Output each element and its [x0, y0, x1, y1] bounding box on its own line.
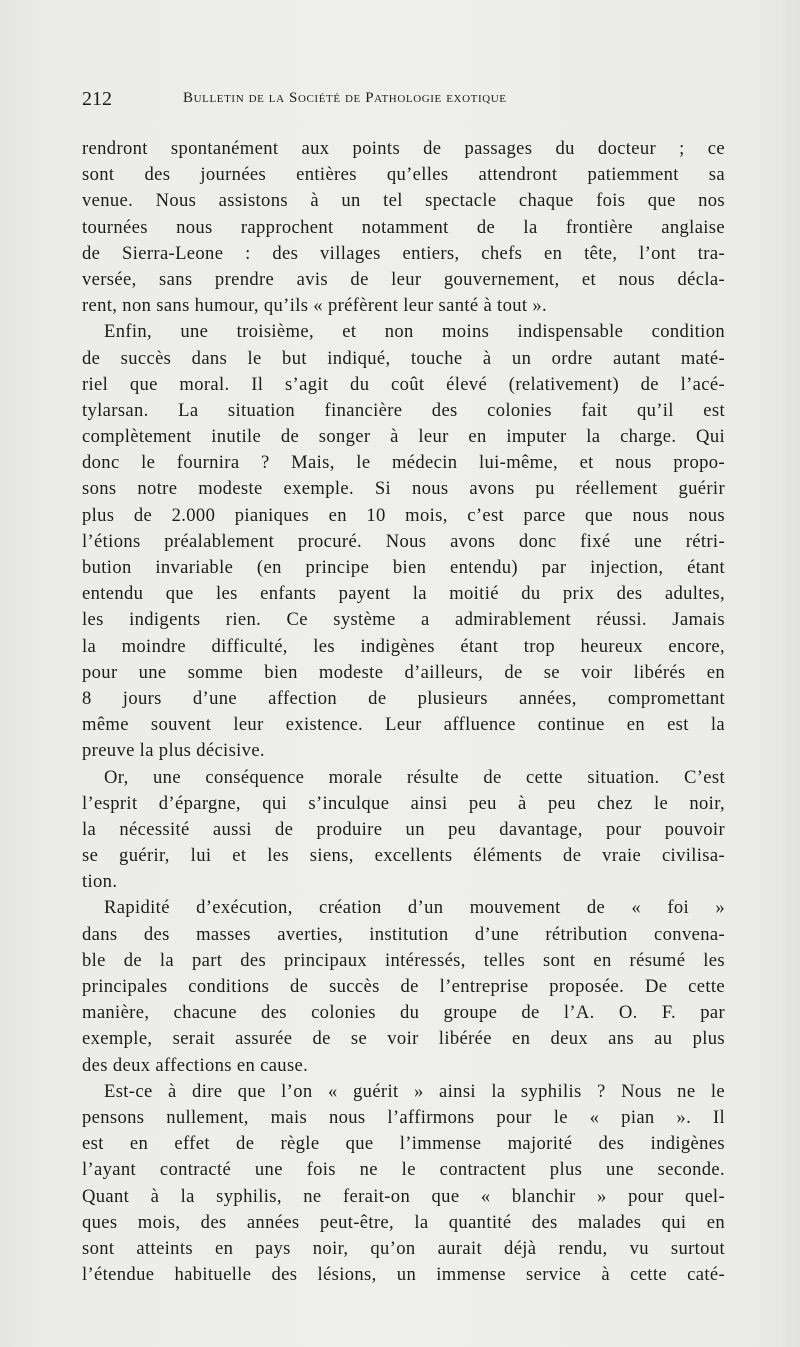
text-line: plus de 2.000 pianiques en 10 mois, c’est parce que nous nous — [82, 504, 725, 526]
text-line: ques mois, des années peut-être, la quantité des malades qui en — [82, 1211, 725, 1233]
text-line: Est-ce à dire que l’on « guérit » ainsi la syphilis ? Nous ne le — [104, 1080, 725, 1102]
page-number: 212 — [82, 88, 112, 110]
text-line: principales conditions de succès de l’entreprise proposée. De cette — [82, 976, 725, 997]
text-line: versée, sans prendre avis de leur gouvernement, et nous décla- — [82, 268, 725, 290]
text-line: la moindre difficulté, les indigènes étant trop heureux encore, — [82, 635, 725, 657]
text-line: sons notre modeste exemple. Si nous avons pu réellement guérir — [82, 478, 725, 500]
text-line: riel que moral. Il s’agit du coût élevé (relativement) de l’acé- — [82, 373, 725, 395]
text-line: Or, une conséquence morale résulte de cette situation. C’est — [104, 766, 725, 788]
text-line: dans des masses averties, institution d’une rétribution convena- — [82, 923, 725, 945]
text-line: sont atteints en pays noir, qu’on aurait déjà rendu, vu surtout — [82, 1237, 725, 1259]
text-line: la nécessité aussi de produire un peu davantage, pour pouvoir — [82, 818, 725, 840]
text-line: l’ayant contracté une fois ne le contractent plus une seconde. — [82, 1159, 725, 1181]
text-line: Rapidité d’exécution, création d’un mouvement de « foi » — [104, 897, 725, 919]
text-line: venue. Nous assistons à un tel spectacle chaque fois que nos — [82, 190, 725, 212]
text-line: exemple, serait assurée de se voir libérée en deux ans au plus — [82, 1028, 725, 1050]
running-head: Bulletin de la Société de Pathologie exotique — [183, 90, 507, 106]
text-line: donc le fournira ? Mais, le médecin lui-même, et nous propo- — [82, 452, 725, 474]
text-line: 8 jours d’une affection de plusieurs années, compromettant — [82, 687, 725, 709]
text-line: pensons nullement, mais nous l’affirmons pour le « pian ». Il — [82, 1106, 725, 1128]
text-line: complètement inutile de songer à leur en imputer la charge. Qui — [82, 426, 725, 448]
text-line: des deux affections en cause. — [82, 1054, 309, 1076]
text-line: preuve la plus décisive. — [82, 740, 265, 762]
text-line: pour une somme bien modeste d’ailleurs, de se voir libérés en — [82, 661, 725, 683]
text-line: bution invariable (en principe bien entendu) par injection, étant — [82, 557, 725, 578]
text-line: Quant à la syphilis, ne ferait-on que « blanchir » pour quel- — [82, 1185, 725, 1207]
text-line: tournées nous rapprochent notamment de la frontière anglaise — [82, 216, 725, 238]
text-line: est en effet de règle que l’immense majorité des indigènes — [82, 1133, 725, 1155]
text-line: de Sierra-Leone : des villages entiers, chefs en tête, l’ont tra- — [82, 242, 725, 264]
text-line: l’esprit d’épargne, qui s’inculque ainsi peu à peu chez le noir, — [82, 792, 725, 814]
text-line: les indigents rien. Ce système a admirablement réussi. Jamais — [82, 609, 725, 631]
text-line: rendront spontanément aux points de passages du docteur ; ce — [82, 138, 725, 159]
text-line: Enfin, une troisième, et non moins indispensable condition — [104, 321, 725, 343]
text-line: l’étendue habituelle des lésions, un immense service à cette caté- — [82, 1264, 725, 1286]
text-line: entendu que les enfants payent la moitié du prix des adultes, — [82, 583, 725, 605]
text-line: sont des journées entières qu’elles attendront patiemment sa — [82, 164, 725, 186]
body-text — [82, 136, 725, 1288]
text-line: l’étions préalablement procuré. Nous avons donc fixé une rétri- — [82, 530, 725, 552]
text-line: rent, non sans humour, qu’ils « préfèrent leur santé à tout ». — [82, 295, 548, 317]
text-line: tion. — [82, 871, 118, 893]
text-line: tylarsan. La situation financière des colonies fait qu’il est — [82, 399, 725, 421]
text-line: de succès dans le but indiqué, touche à un ordre autant maté- — [82, 347, 725, 369]
text-line: ble de la part des principaux intéressés, telles sont en résumé les — [82, 949, 725, 971]
text-line: manière, chacune des colonies du groupe de l’A. O. F. par — [82, 1002, 725, 1024]
page-header — [82, 88, 722, 114]
text-line: se guérir, lui et les siens, excellents éléments de vraie civilisa- — [82, 845, 725, 867]
text-line: même souvent leur existence. Leur affluence continue en est la — [82, 714, 725, 736]
